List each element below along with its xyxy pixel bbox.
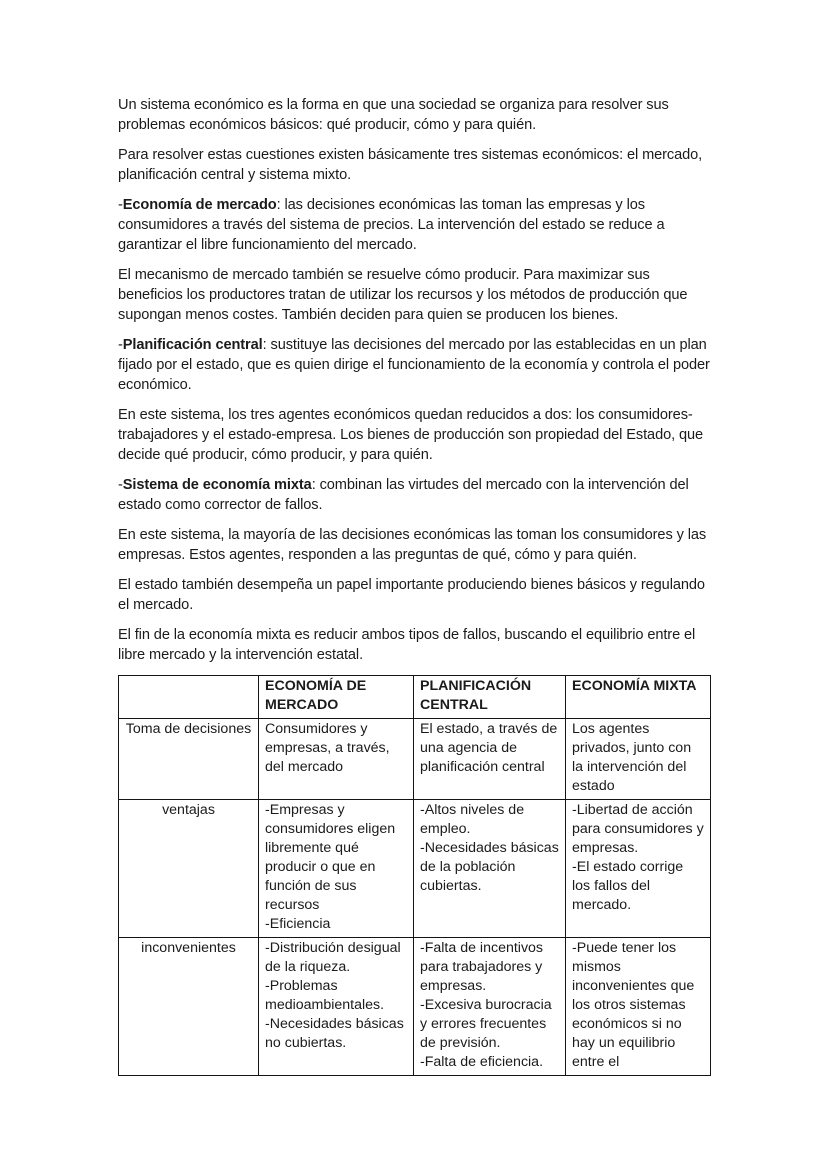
table-cell [414, 938, 566, 1076]
cell-line: -Altos niveles de empleo. [420, 802, 525, 837]
paragraph-mayoria-decisiones [118, 525, 710, 565]
cell-line: -Problemas medioambientales. [265, 978, 385, 1013]
economic-systems-comparison-table [118, 675, 711, 1076]
cell-line: -Libertad de acción para consumidores y empresas. [572, 802, 704, 856]
paragraph-text: Un sistema económico es la forma en que una sociedad se organiza para resolver sus problemas económicos básicos: qué producir, cómo y para quién. [118, 97, 669, 133]
cell-line: -Eficiencia [265, 916, 331, 932]
cell-line: -Necesidades básicas de la población cubiertas. [420, 840, 559, 894]
cell-line: -Empresas y consumidores eligen libremente qué producir o que en función de sus recursos [265, 802, 396, 913]
table-cell [566, 719, 711, 800]
paragraph-bold-term: Planificación central [122, 337, 263, 353]
table-header-economia-mixta: ECONOMÍA MIXTA [566, 676, 711, 719]
cell-line: Los agentes privados, junto con la intervención del estado [572, 721, 692, 794]
table-header-planificacion-central: PLANIFICACIÓN CENTRAL [414, 676, 566, 719]
paragraph-prefix: - [118, 477, 123, 493]
table-cell [414, 719, 566, 800]
paragraph-agentes-reducidos [118, 405, 710, 465]
row-label: ventajas [119, 800, 259, 938]
table-cell [566, 800, 711, 938]
paragraph-economia-de-mercado [118, 195, 710, 255]
cell-line: Consumidores y empresas, a través, del mercado [265, 721, 390, 775]
paragraph-text: En este sistema, los tres agentes económicos quedan reducidos a dos: los consumidores-trabajadores y el estado-empresa. Los bienes de producción son propiedad del Estado, que decide qué producir, cómo producir, y para quién. [118, 407, 704, 463]
paragraph-bold-term: Economía de mercado [122, 197, 277, 213]
paragraph-prefix: - [118, 337, 123, 353]
paragraph-economia-mixta [118, 475, 710, 515]
cell-line: El estado, a través de una agencia de planificación central [420, 721, 558, 775]
paragraph-text: El mecanismo de mercado también se resuelve cómo producir. Para maximizar sus beneficios los productores tratan de utilizar los recursos y los métodos de producción que supongan menos costes. También deciden para quien se producen los bienes. [118, 267, 688, 323]
paragraph-papel-estado [118, 575, 710, 615]
table-row-inconvenientes [119, 938, 711, 1076]
table-row-toma-de-decisiones [119, 719, 711, 800]
table-cell [414, 800, 566, 938]
cell-line: -Distribución desigual de la riqueza. [265, 940, 401, 975]
paragraph-three-systems [118, 145, 710, 185]
table-header-economia-de-mercado: ECONOMÍA DE MERCADO [259, 676, 414, 719]
paragraph-text: El estado también desempeña un papel importante produciendo bienes básicos y regulando el mercado. [118, 577, 705, 613]
cell-line: -Falta de eficiencia. [420, 1054, 544, 1070]
cell-line: -Excesiva burocracia y errores frecuentes de previsión. [420, 997, 552, 1051]
table-header-empty [119, 676, 259, 719]
cell-line: -Falta de incentivos para trabajadores y empresas. [420, 940, 544, 994]
table-cell [259, 800, 414, 938]
paragraph-planificacion-central [118, 335, 710, 395]
paragraph-prefix: - [118, 197, 123, 213]
row-label: Toma de decisiones [119, 719, 259, 800]
paragraph-text: : las decisiones económicas las toman las empresas y los consumidores a través del sistema de precios. La intervención del estado se reduce a garantizar el libre funcionamiento del mercado. [118, 197, 665, 253]
paragraph-fin-economia-mixta [118, 625, 710, 665]
paragraph-text: El fin de la economía mixta es reducir ambos tipos de fallos, buscando el equilibrio entre el libre mercado y la intervención estatal. [118, 627, 696, 663]
paragraph-text: Para resolver estas cuestiones existen básicamente tres sistemas económicos: el mercado, planificación central y sistema mixto. [118, 147, 703, 183]
paragraph-text: En este sistema, la mayoría de las decisiones económicas las toman los consumidores y las empresas. Estos agentes, responden a las preguntas de qué, cómo y para quién. [118, 527, 707, 563]
paragraph-intro [118, 95, 710, 135]
paragraph-text: : combinan las virtudes del mercado con la intervención del estado como corrector de fallos. [118, 477, 689, 513]
table-row-ventajas [119, 800, 711, 938]
table-cell [566, 938, 711, 1076]
table-header-row [119, 676, 711, 719]
cell-line: -El estado corrige los fallos del mercado. [572, 859, 684, 913]
paragraph-bold-term: Sistema de economía mixta [122, 477, 312, 493]
table-cell [259, 719, 414, 800]
paragraph-text: : sustituye las decisiones del mercado por las establecidas en un plan fijado por el estado, que es quien dirige el funcionamiento de la economía y controla el poder económico. [118, 337, 710, 393]
row-label: inconvenientes [119, 938, 259, 1076]
table-cell [259, 938, 414, 1076]
cell-line: -Necesidades básicas no cubiertas. [265, 1016, 404, 1051]
cell-line: -Puede tener los mismos inconvenientes que los otros sistemas económicos si no hay un equilibrio entre el [572, 940, 695, 1070]
paragraph-mecanismo-mercado [118, 265, 710, 325]
document-content [118, 95, 710, 1076]
